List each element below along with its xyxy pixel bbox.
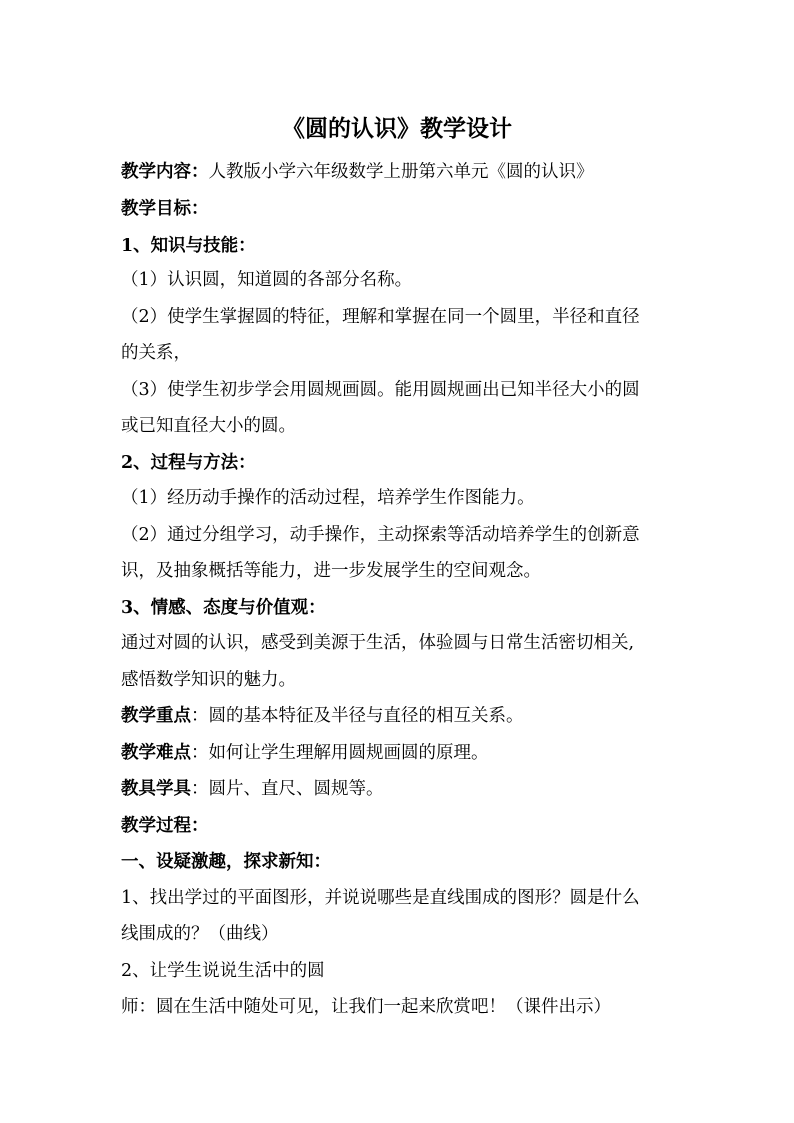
difficulty-line [121, 740, 681, 766]
difficulty-label: 教学难点 [121, 743, 191, 763]
goals-heading: 教学目标： [121, 199, 209, 219]
tools-label: 教具学具 [121, 779, 191, 799]
s1-item3-line1: （3）使学生初步学会用圆规画圆。能用圆规画出已知半径大小的圆 [121, 380, 640, 400]
key-point-text: ：圆的基本特征及半径与直径的相互关系。 [191, 706, 524, 726]
section3-heading: 3、情感、态度与价值观： [121, 598, 326, 618]
section2-heading: 2、过程与方法： [121, 453, 256, 473]
s3-line1: 通过对圆的认识，感受到美源于生活，体验圆与日常生活密切相关, [121, 633, 635, 653]
key-point-line [121, 703, 681, 729]
key-point-label: 教学重点 [121, 706, 191, 726]
tools-text: ：圆片、直尺、圆规等。 [191, 779, 384, 799]
p1-item2: 2、让学生说说生活中的圆 [121, 961, 325, 981]
p1-item1-line1: 1、找出学过的平面图形，并说说哪些是直线围成的图形？圆是什么 [121, 888, 640, 908]
s1-item1: （1）认识圆，知道圆的各部分名称。 [121, 270, 413, 290]
s2-item1: （1）经历动手操作的活动过程，培养学生作图能力。 [121, 488, 535, 508]
tools-line [121, 776, 681, 802]
part1-heading: 一、设疑激趣，探求新知： [121, 852, 331, 872]
s2-item2-line2: 识，及抽象概括等能力，进一步发展学生的空间观念。 [121, 561, 541, 581]
teaching-content-line [121, 159, 681, 185]
process-heading: 教学过程： [121, 816, 209, 836]
teaching-content-text: 人教版小学六年级数学上册第六单元《圆的认识》 [208, 162, 594, 182]
s1-item3-line2: 或已知直径大小的圆。 [121, 416, 296, 436]
s2-item2-line1: （2）通过分组学习，动手操作，主动探索等活动培养学生的创新意 [121, 525, 640, 545]
difficulty-text: ：如何让学生理解用圆规画圆的原理。 [191, 743, 489, 763]
s1-item2-line1: （2）使学生掌握圆的特征，理解和掌握在同一个圆里，半径和直径 [121, 307, 640, 327]
p1-item1-line2: 线围成的？（曲线） [121, 924, 279, 944]
s3-line2: 感悟数学知识的魅力。 [121, 670, 296, 690]
p1-teacher-line: 师：圆在生活中随处可见，让我们一起来欣赏吧！（课件出示） [121, 997, 611, 1017]
section1-heading: 1、知识与技能： [121, 236, 256, 256]
teaching-content-label: 教学内容： [121, 162, 209, 182]
s1-item2-line2: 的关系， [121, 343, 191, 363]
page-title: 《圆的认识》教学设计 [282, 115, 512, 142]
